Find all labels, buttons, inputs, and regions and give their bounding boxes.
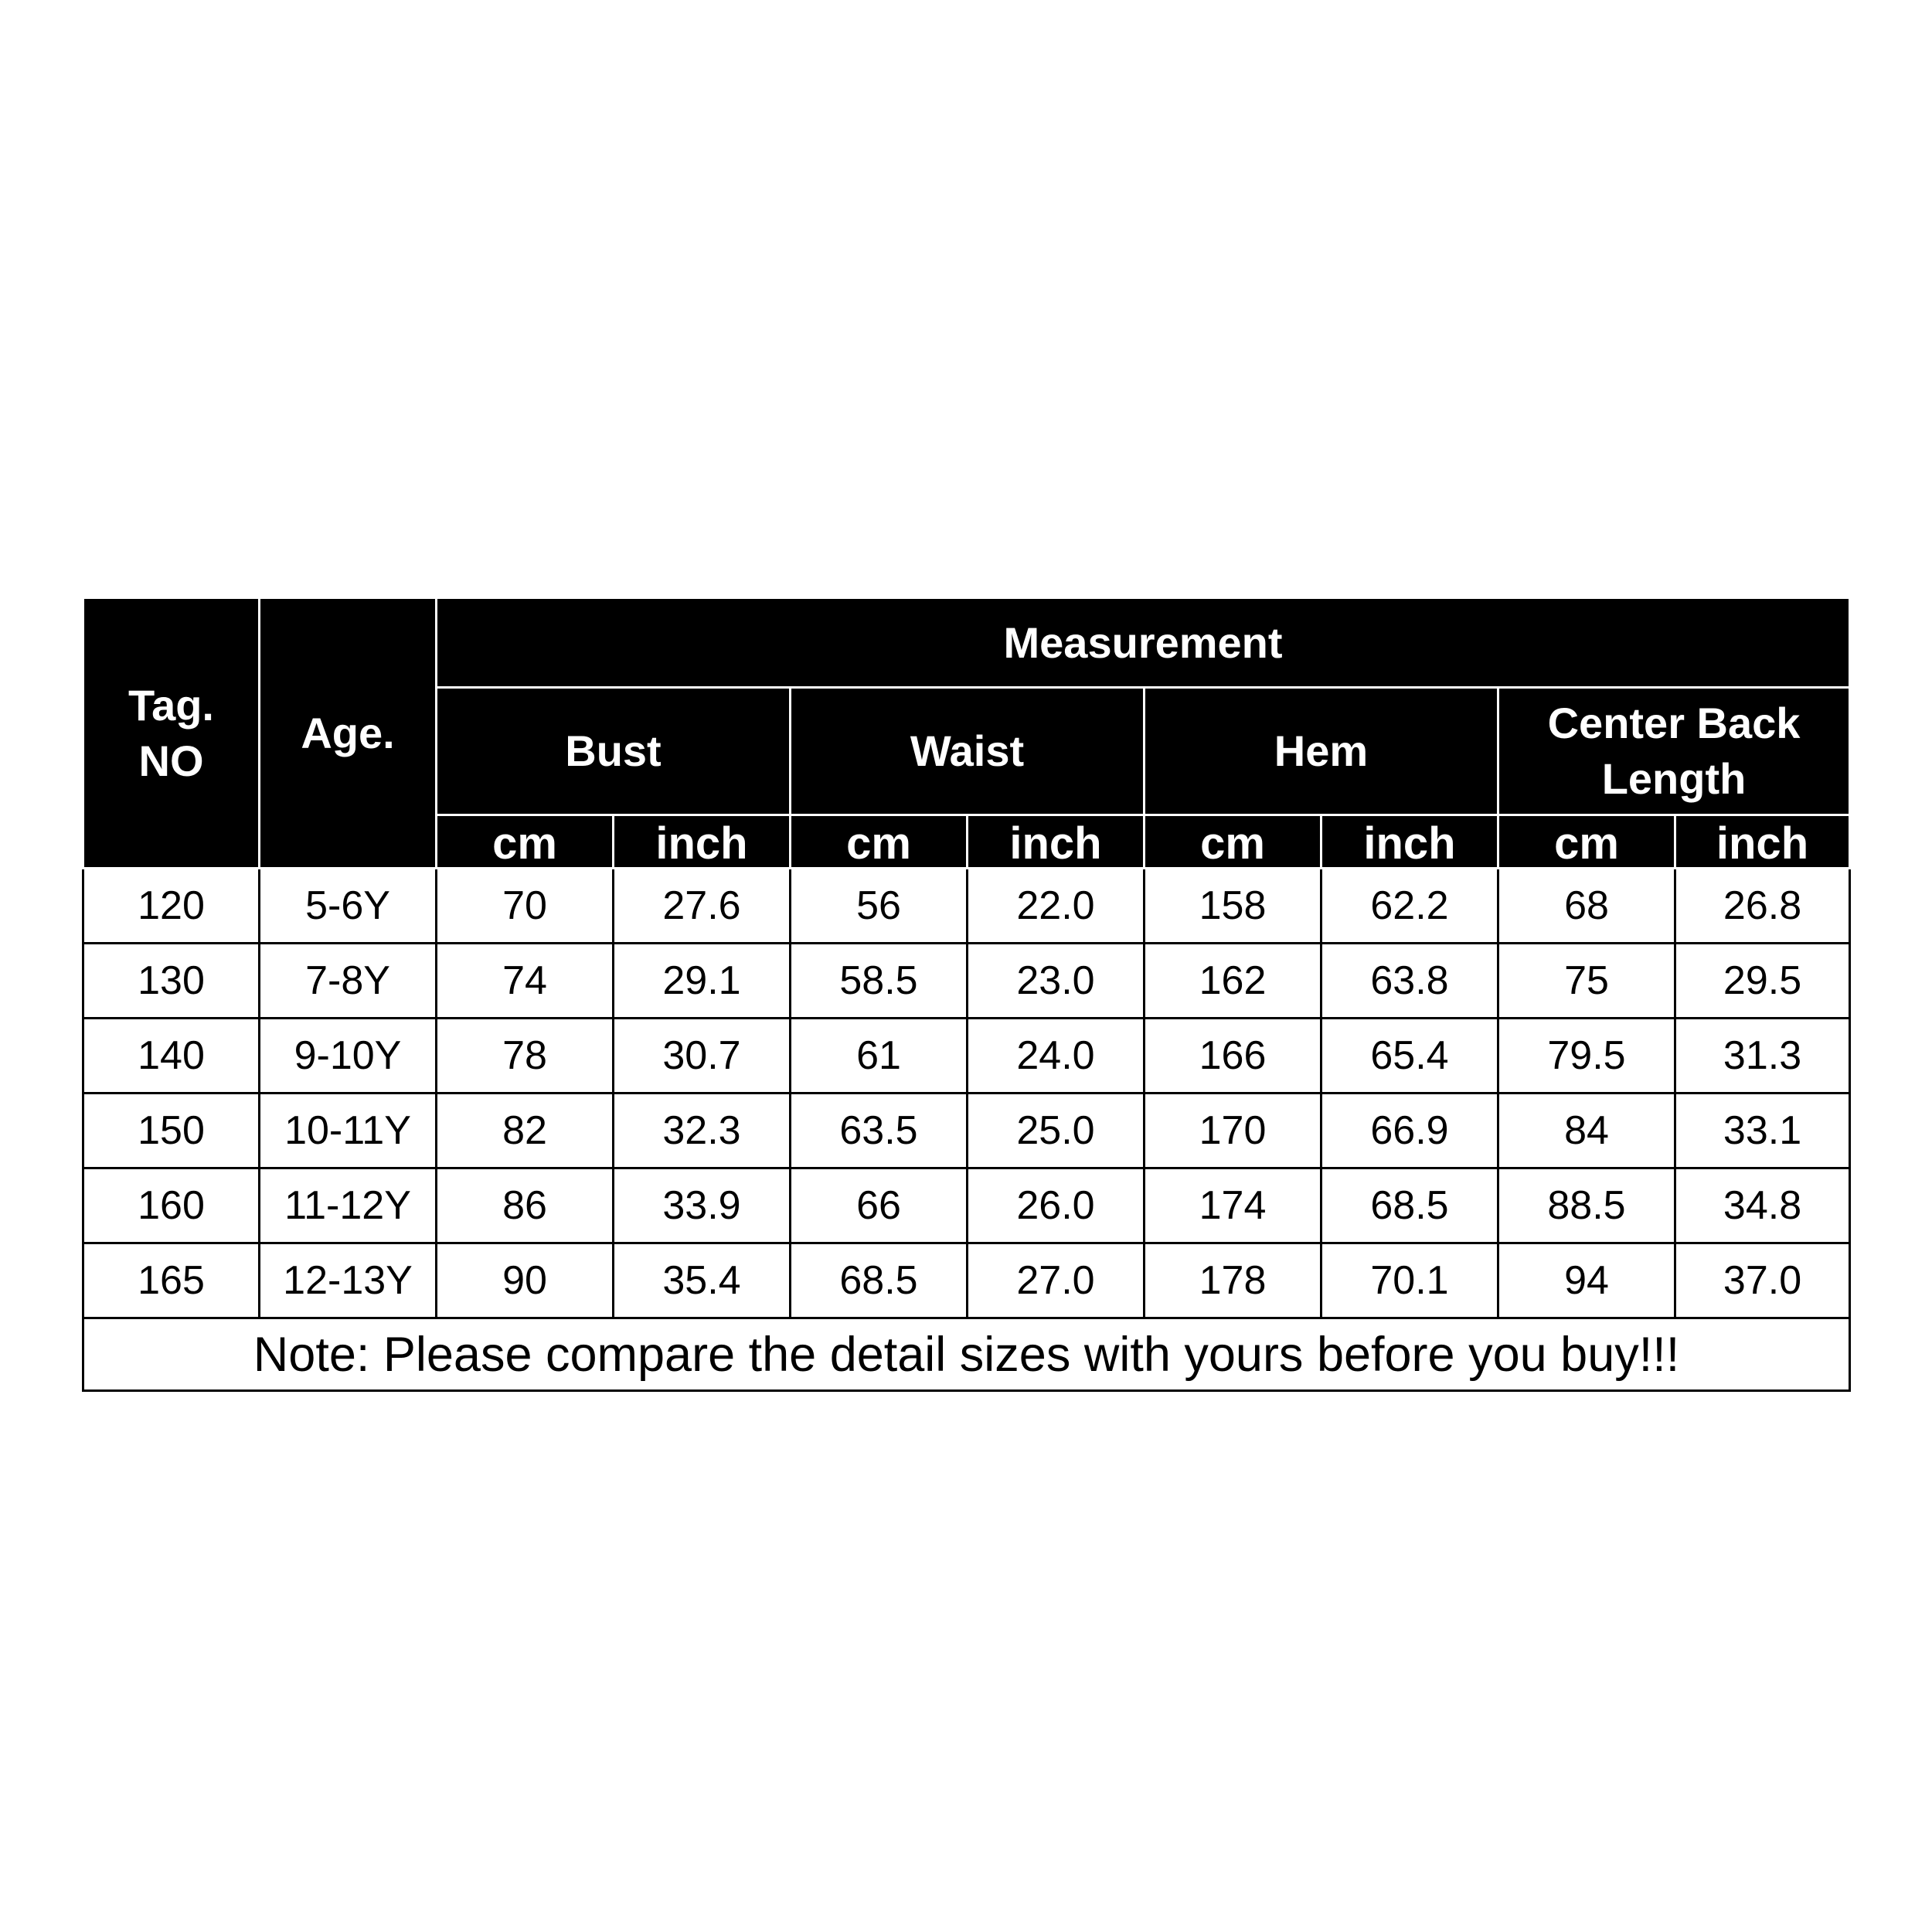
cell-waist-cm: 68.5	[791, 1243, 968, 1318]
cell-length-inch: 26.8	[1675, 869, 1850, 944]
cell-hem-inch: 66.9	[1321, 1094, 1498, 1168]
cell-hem-inch: 63.8	[1321, 944, 1498, 1019]
table-row	[83, 1243, 1850, 1318]
cell-waist-cm: 61	[791, 1019, 968, 1094]
cell-tag-no: 140	[83, 1019, 260, 1094]
cell-bust-inch: 35.4	[614, 1243, 791, 1318]
unit-header: cm	[1498, 815, 1675, 869]
cell-waist-cm: 63.5	[791, 1094, 968, 1168]
cell-length-cm: 94	[1498, 1243, 1675, 1318]
cell-tag-no: 165	[83, 1243, 260, 1318]
cell-waist-inch: 25.0	[968, 1094, 1145, 1168]
unit-header: inch	[614, 815, 791, 869]
cell-bust-cm: 74	[437, 944, 614, 1019]
unit-header: cm	[1145, 815, 1321, 869]
cell-waist-cm: 56	[791, 869, 968, 944]
cell-bust-cm: 78	[437, 1019, 614, 1094]
cell-length-inch: 29.5	[1675, 944, 1850, 1019]
age-header: Age.	[260, 598, 437, 869]
cell-length-cm: 88.5	[1498, 1168, 1675, 1243]
center-back-length-header: Center Back Length	[1498, 688, 1850, 815]
unit-header: inch	[1675, 815, 1850, 869]
cell-bust-inch: 32.3	[614, 1094, 791, 1168]
cell-hem-inch: 62.2	[1321, 869, 1498, 944]
cell-length-cm: 79.5	[1498, 1019, 1675, 1094]
cell-tag-no: 160	[83, 1168, 260, 1243]
cell-tag-no: 130	[83, 944, 260, 1019]
cell-tag-no: 150	[83, 1094, 260, 1168]
cell-age: 9-10Y	[260, 1019, 437, 1094]
cell-hem-inch: 65.4	[1321, 1019, 1498, 1094]
cell-age: 7-8Y	[260, 944, 437, 1019]
cell-hem-cm: 178	[1145, 1243, 1321, 1318]
cell-length-cm: 75	[1498, 944, 1675, 1019]
cell-length-cm: 84	[1498, 1094, 1675, 1168]
cell-age: 10-11Y	[260, 1094, 437, 1168]
cell-age: 12-13Y	[260, 1243, 437, 1318]
cell-hem-cm: 166	[1145, 1019, 1321, 1094]
note-text: Note: Please compare the detail sizes with yours before you buy!!!	[83, 1318, 1850, 1391]
cell-bust-cm: 82	[437, 1094, 614, 1168]
cell-waist-cm: 66	[791, 1168, 968, 1243]
cell-waist-inch: 26.0	[968, 1168, 1145, 1243]
measurement-header: Measurement	[437, 598, 1850, 688]
header-row-measurement	[83, 598, 1850, 688]
cell-hem-cm: 158	[1145, 869, 1321, 944]
cell-age: 11-12Y	[260, 1168, 437, 1243]
table-row	[83, 1168, 1850, 1243]
cell-hem-cm: 174	[1145, 1168, 1321, 1243]
cell-hem-cm: 170	[1145, 1094, 1321, 1168]
cell-waist-inch: 27.0	[968, 1243, 1145, 1318]
cell-waist-inch: 22.0	[968, 869, 1145, 944]
cell-tag-no: 120	[83, 869, 260, 944]
cell-length-inch: 37.0	[1675, 1243, 1850, 1318]
cell-waist-inch: 23.0	[968, 944, 1145, 1019]
hem-header: Hem	[1145, 688, 1498, 815]
note-row	[83, 1318, 1850, 1391]
cell-bust-inch: 30.7	[614, 1019, 791, 1094]
cell-bust-inch: 27.6	[614, 869, 791, 944]
cell-bust-cm: 90	[437, 1243, 614, 1318]
size-chart-table	[82, 597, 1851, 1392]
tag-no-header: Tag. NO	[83, 598, 260, 869]
cell-hem-cm: 162	[1145, 944, 1321, 1019]
table-row	[83, 944, 1850, 1019]
cell-bust-cm: 70	[437, 869, 614, 944]
cell-length-inch: 34.8	[1675, 1168, 1850, 1243]
cell-age: 5-6Y	[260, 869, 437, 944]
cell-length-cm: 68	[1498, 869, 1675, 944]
cell-waist-inch: 24.0	[968, 1019, 1145, 1094]
unit-header: inch	[1321, 815, 1498, 869]
cell-hem-inch: 70.1	[1321, 1243, 1498, 1318]
unit-header: cm	[437, 815, 614, 869]
cell-bust-inch: 33.9	[614, 1168, 791, 1243]
unit-header: inch	[968, 815, 1145, 869]
cell-waist-cm: 58.5	[791, 944, 968, 1019]
cell-bust-cm: 86	[437, 1168, 614, 1243]
unit-header: cm	[791, 815, 968, 869]
cell-length-inch: 33.1	[1675, 1094, 1850, 1168]
cell-length-inch: 31.3	[1675, 1019, 1850, 1094]
waist-header: Waist	[791, 688, 1145, 815]
bust-header: Bust	[437, 688, 791, 815]
cell-bust-inch: 29.1	[614, 944, 791, 1019]
table-row	[83, 1019, 1850, 1094]
table-row	[83, 1094, 1850, 1168]
table-row	[83, 869, 1850, 944]
cell-hem-inch: 68.5	[1321, 1168, 1498, 1243]
